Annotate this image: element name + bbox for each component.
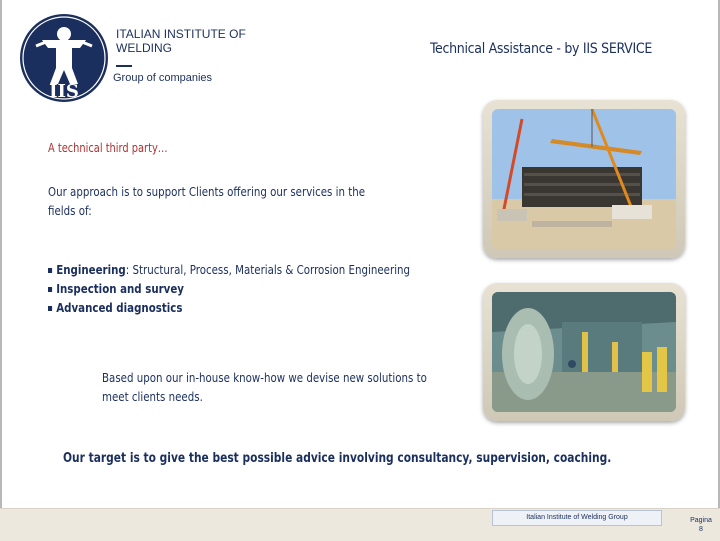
list-item (48, 279, 410, 298)
page-title: Technical Assistance - by IIS SERVICE (430, 41, 653, 57)
list-item (48, 298, 410, 317)
group-label: Group of companies (113, 72, 213, 84)
inhouse-text: Based upon our in-house know-how we devise new solutions to meet clients needs. (102, 370, 427, 404)
left-border-line (0, 0, 2, 508)
construction-scene-image (492, 109, 676, 249)
service-name: Advanced diagnostics (56, 300, 183, 315)
workshop-photo (492, 292, 676, 412)
page-number-value: 8 (699, 526, 703, 533)
institute-name: ITALIAN INSTITUTE OF WELDING (116, 27, 246, 55)
page-label: Pagina (690, 517, 712, 524)
construction-photo-frame (483, 100, 685, 258)
construction-photo (492, 109, 676, 249)
target-statement: Our target is to give the best possible advice involving consultancy, supervision, coaching. (63, 451, 612, 466)
services-list (48, 260, 410, 317)
intro-text: A technical third party… (48, 141, 168, 155)
workshop-photo-frame (483, 283, 685, 421)
page-number (686, 516, 716, 534)
service-name: Engineering (56, 262, 126, 277)
service-name: Inspection and survey (56, 281, 184, 296)
iis-logo (18, 12, 110, 104)
approach-text: Our approach is to support Clients offering our services in the fields of: (48, 184, 366, 218)
list-item (48, 260, 410, 279)
footer-company: Italian Institute of Welding Group (492, 510, 662, 526)
workshop-scene-image (492, 292, 676, 412)
bullet-icon (48, 268, 52, 273)
bullet-icon (48, 287, 52, 292)
service-detail: : Structural, Process, Materials & Corrosion Engineering (125, 262, 411, 277)
logo-figure-head (57, 27, 71, 41)
logo-text: IIS (49, 81, 79, 102)
bullet-icon (48, 306, 52, 311)
institute-dash (116, 65, 132, 67)
